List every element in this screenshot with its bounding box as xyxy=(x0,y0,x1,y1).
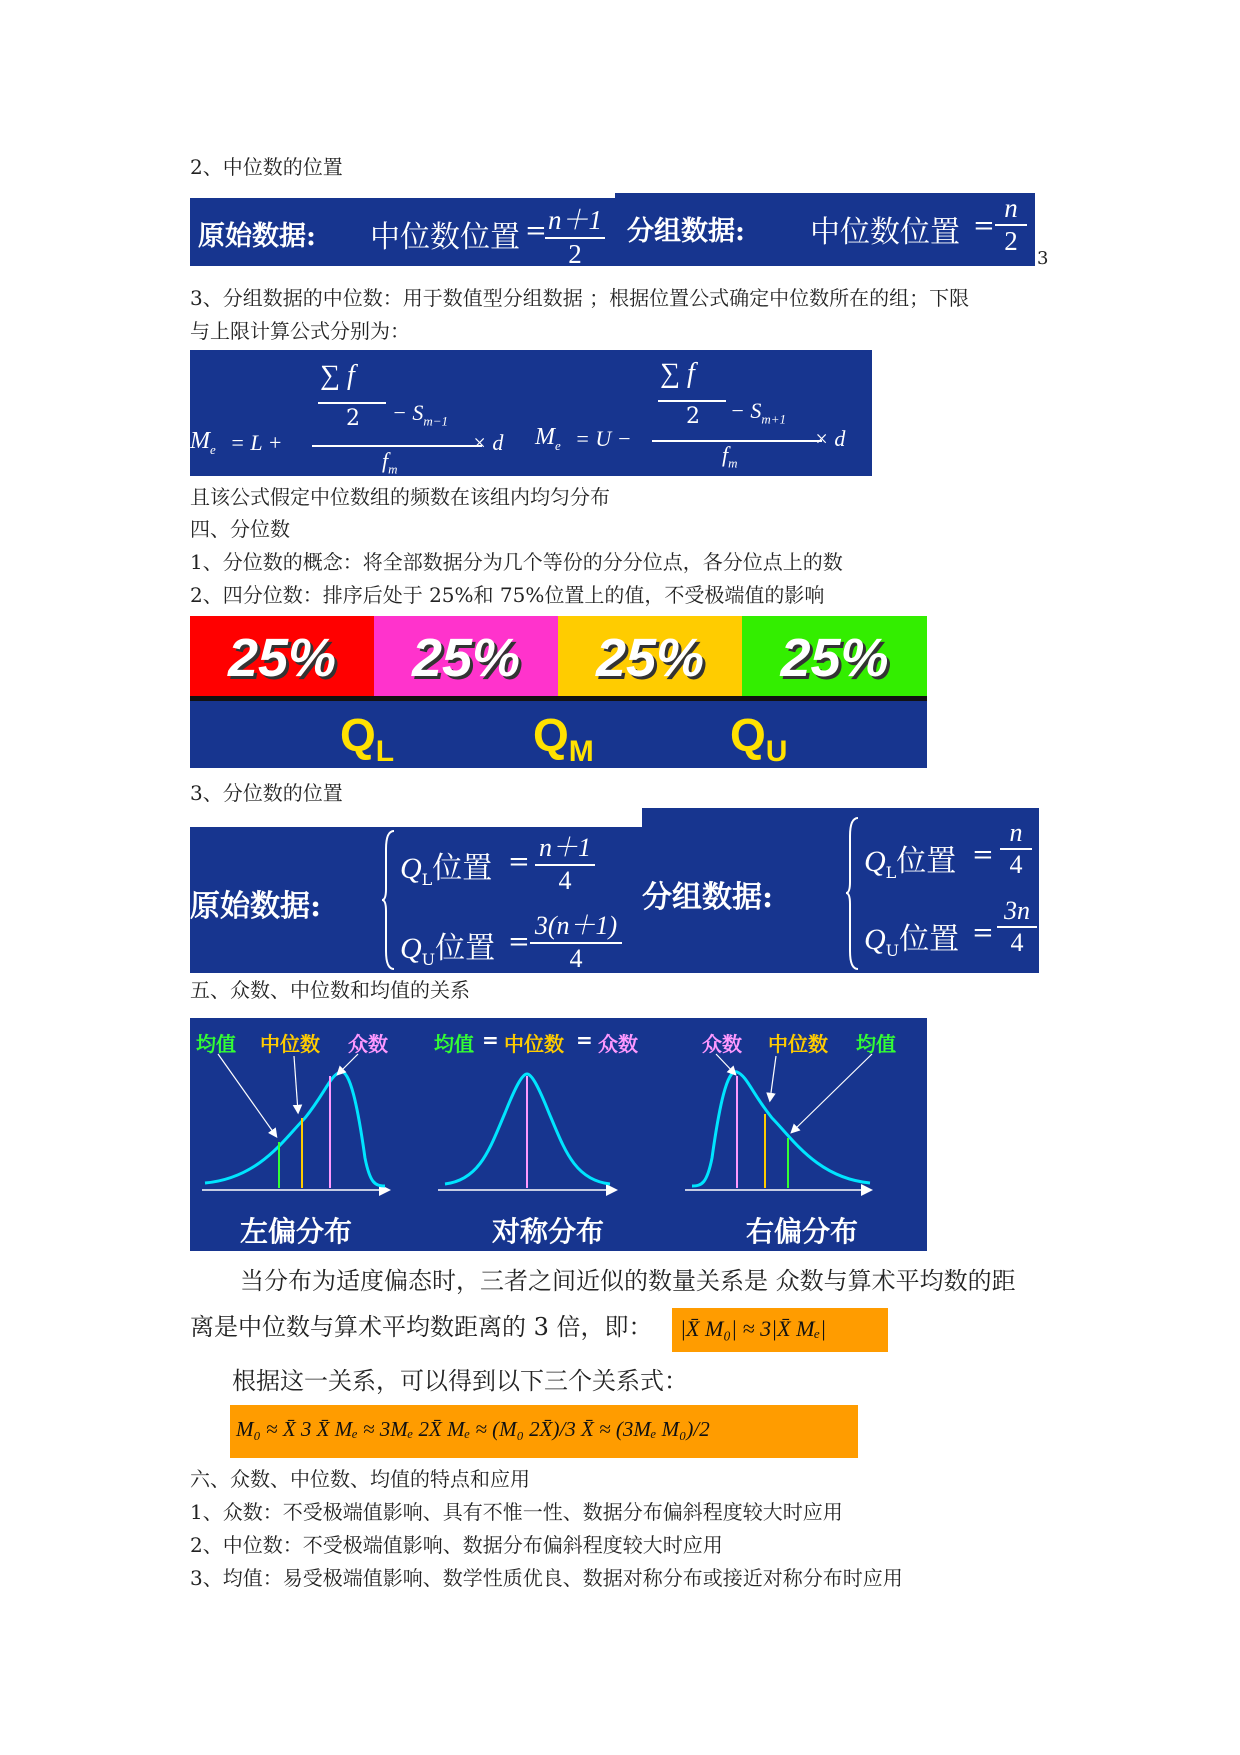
sub-e: e xyxy=(555,437,561,453)
sym-eq-2: = xyxy=(576,1028,593,1052)
fraction-denominator: 4 xyxy=(997,926,1037,958)
right-skew-name: 右偏分布 xyxy=(746,1215,859,1248)
left-mean-label: 均值 xyxy=(196,1032,236,1056)
quartile-segment-2 xyxy=(374,616,558,696)
raw-median-fraction xyxy=(545,198,605,266)
left-brace-icon xyxy=(382,829,396,971)
formula1-s xyxy=(392,400,448,429)
grouped-median-fraction xyxy=(995,193,1027,257)
left-skew-curve xyxy=(205,1072,385,1186)
note-uniform: 且该公式假定中位数组的频数在该组内均匀分布 xyxy=(190,485,610,509)
distribution-panel xyxy=(190,1018,927,1251)
quartile-position-grouped-panel xyxy=(642,808,1039,973)
quartile-divider xyxy=(190,696,927,701)
left-skew-name: 左偏分布 xyxy=(240,1215,353,1248)
l-sub: L xyxy=(421,870,433,889)
fraction-numerator: n＋1 xyxy=(548,205,602,235)
formula1-base: = L + xyxy=(230,430,283,455)
formula2-s xyxy=(730,398,786,427)
q-letter: Q xyxy=(400,932,422,965)
q-upper-label xyxy=(730,708,787,768)
median-formula-panel xyxy=(190,350,872,476)
formula1-den xyxy=(382,448,398,476)
sub-m: m xyxy=(388,461,398,476)
q-letter: Q xyxy=(340,709,376,761)
formula2-inner-bar xyxy=(658,400,726,402)
left-median-arrow xyxy=(294,1056,298,1112)
f-symbol: f xyxy=(722,442,729,467)
q-letter: Q xyxy=(400,852,422,885)
right-skew-plot xyxy=(685,1054,872,1190)
fraction-numerator: 3(n＋1) xyxy=(534,911,618,940)
grouped-ql-fraction xyxy=(1000,818,1032,880)
m-symbol: M xyxy=(190,428,210,454)
position-text: 位置 xyxy=(899,922,960,957)
quartile-desc: 2、四分位数：排序后处于 25%和 75%位置上的值，不受极端值的影响 xyxy=(190,583,825,607)
segment-label: 25% xyxy=(595,628,705,688)
sym-mean-label: 均值 xyxy=(434,1032,474,1056)
quartile-bar-panel xyxy=(190,616,927,768)
grouped-data-label: 分组数据: xyxy=(627,216,745,247)
three-relations-formula: M₀ ≈ X̄ 3 X̄ Mₑ ≈ 3Mₑ 2X̄ Mₑ ≈ (M₀ 2X̄)/3 X̄ ≈ (3Mₑ M₀)/2 xyxy=(236,1417,710,1441)
heading-quantile: 四、分位数 xyxy=(190,517,290,541)
q-letter: Q xyxy=(864,845,886,878)
sym-mode-label: 众数 xyxy=(598,1032,638,1056)
left-mean-arrow xyxy=(218,1054,276,1136)
quartile-segment-1 xyxy=(190,616,374,696)
right-skew-curve xyxy=(692,1072,870,1186)
feature-mean: 3、均值：易受极端值影响、数学性质优良、数据对称分布或接近对称分布时应用 xyxy=(190,1566,903,1590)
m-symbol: M xyxy=(535,424,555,450)
raw-data-label: 原始数据: xyxy=(190,889,322,924)
fraction-denominator: 4 xyxy=(535,864,595,896)
three-relations-box xyxy=(230,1405,858,1458)
q-letter: Q xyxy=(864,923,886,956)
fraction-numerator: n xyxy=(1004,193,1018,223)
fraction-numerator: n xyxy=(1009,818,1023,847)
position-text: 位置 xyxy=(432,851,493,886)
sym-median-label: 中位数 xyxy=(504,1032,564,1056)
s-symbol: − S xyxy=(730,398,762,423)
s-symbol: − S xyxy=(392,400,424,425)
segment-label: 25% xyxy=(780,628,889,688)
quantile-concept: 1、分位数的概念：将全部数据分为几个等份的分分位点，各分位点上的数 xyxy=(190,550,843,574)
feature-median: 2、中位数：不受极端值影响、数据分布偏斜程度较大时应用 xyxy=(190,1533,723,1557)
right-mode-arrow xyxy=(716,1054,735,1074)
formula1-two: 2 xyxy=(346,406,360,431)
q-sub: M xyxy=(568,735,594,768)
equals-sign: = xyxy=(508,847,530,877)
f-symbol: f xyxy=(382,448,389,473)
position-text: 位置 xyxy=(435,931,496,966)
qu-fraction xyxy=(530,905,622,973)
quartile-position-raw-panel xyxy=(190,827,642,973)
left-brace-icon xyxy=(846,816,860,971)
formula2-base: = U − xyxy=(575,426,632,451)
formula2-den xyxy=(722,442,738,471)
grouped-qu-fraction xyxy=(997,896,1037,958)
fraction-bar: 2 xyxy=(995,224,1027,257)
heading-features: 六、众数、中位数、均值的特点和应用 xyxy=(190,1467,530,1491)
equals-sign: = xyxy=(508,927,530,957)
right-mode-label: 众数 xyxy=(702,1032,742,1056)
right-median-label: 中位数 xyxy=(768,1032,828,1056)
grouped-qu-position xyxy=(864,914,959,960)
grouped-median-position-panel xyxy=(615,193,1035,266)
sub-e: e xyxy=(210,441,216,457)
equals-sign: = xyxy=(972,840,994,870)
fraction-bar: 2 xyxy=(545,237,605,266)
relation-para-2: 离是中位数与算术平均数距离的 3 倍，即： xyxy=(190,1313,653,1341)
equals-sign: = xyxy=(972,918,994,948)
sub-m-minus-1: m−1 xyxy=(423,413,449,429)
position-text: 位置 xyxy=(896,844,957,879)
q-sub: L xyxy=(375,735,395,768)
grouped-median-position-text: 中位数位置 xyxy=(810,215,960,250)
heading-relation: 五、众数、中位数和均值的关系 xyxy=(190,978,470,1002)
relation-formula-box xyxy=(672,1308,888,1352)
left-skew-plot xyxy=(202,1054,388,1190)
feature-mode: 1、众数：不受极端值影响、具有不惟一性、数据分布偏斜程度较大时应用 xyxy=(190,1500,843,1524)
fraction-denominator: 4 xyxy=(1000,848,1032,880)
l-sub: L xyxy=(885,863,897,882)
fraction-numerator: n＋1 xyxy=(538,833,591,862)
sym-eq-1: = xyxy=(482,1028,499,1052)
right-mean-label: 均值 xyxy=(856,1032,896,1056)
grouped-data-label: 分组数据: xyxy=(642,880,774,915)
q-letter: Q xyxy=(533,709,569,761)
fraction-denominator: 4 xyxy=(530,942,622,973)
quartile-segment-3 xyxy=(558,616,742,696)
formula2-two: 2 xyxy=(686,404,700,429)
right-median-arrow xyxy=(770,1056,776,1100)
left-mode-arrow xyxy=(338,1054,358,1074)
formula1-lhs xyxy=(190,428,216,458)
ql-position xyxy=(400,843,492,889)
grouped-median-desc-1: 3、分组数据的中位数：用于数值型分组数据 ；根据位置公式确定中位数所在的组；下限 xyxy=(190,286,970,310)
segment-label: 25% xyxy=(227,628,337,688)
u-sub: U xyxy=(885,941,900,960)
formula2-times: × d xyxy=(814,426,846,451)
left-mode-label: 众数 xyxy=(348,1032,388,1056)
median-position-panel xyxy=(190,198,615,266)
q-letter: Q xyxy=(730,709,766,761)
qu-position xyxy=(400,923,495,969)
fraction-numerator: 3n xyxy=(1004,896,1030,925)
quartile-segment-4 xyxy=(742,616,927,696)
formula2-sum: ∑ f xyxy=(660,358,695,389)
section-median-position: 2、中位数的位置 xyxy=(190,155,343,179)
grouped-median-desc-2: 与上限计算公式分别为： xyxy=(190,319,410,343)
segment-label: 25% xyxy=(411,628,521,688)
grouped-ql-position xyxy=(864,836,956,882)
symmetric-plot xyxy=(438,1074,615,1190)
sub-m: m xyxy=(728,455,738,471)
stray-number: 3 xyxy=(1037,248,1049,269)
three-relations-intro: 根据这一关系，可以得到以下三个关系式： xyxy=(232,1367,688,1395)
q-median-label xyxy=(533,708,594,768)
formula1-times: × d xyxy=(472,430,504,455)
right-mean-arrow xyxy=(792,1054,872,1132)
q-sub: U xyxy=(765,735,788,768)
sub-m-plus-1: m+1 xyxy=(761,411,787,427)
raw-median-position-text: 中位数位置 xyxy=(370,220,520,255)
formula1-inner-bar xyxy=(318,402,386,404)
ql-fraction xyxy=(535,827,595,896)
section-quartile-position: 3、分位数的位置 xyxy=(190,781,343,805)
formula1-main-bar xyxy=(312,445,482,447)
formula2-lhs xyxy=(535,424,561,454)
symmetric-name: 对称分布 xyxy=(492,1215,605,1248)
equals-sign: = xyxy=(973,211,995,241)
equals-sign: = xyxy=(525,216,547,246)
relation-formula: |X̄ M₀| ≈ 3|X̄ Mₑ| xyxy=(680,1316,827,1341)
u-sub: U xyxy=(421,950,436,969)
raw-data-label: 原始数据: xyxy=(198,221,316,252)
formula1-sum: ∑ f xyxy=(320,360,355,391)
left-median-label: 中位数 xyxy=(260,1032,320,1056)
relation-para-1: 当分布为适度偏态时，三者之间近似的数量关系是 众数与算术平均数的距 xyxy=(240,1267,1016,1295)
q-lower-label xyxy=(340,708,394,768)
